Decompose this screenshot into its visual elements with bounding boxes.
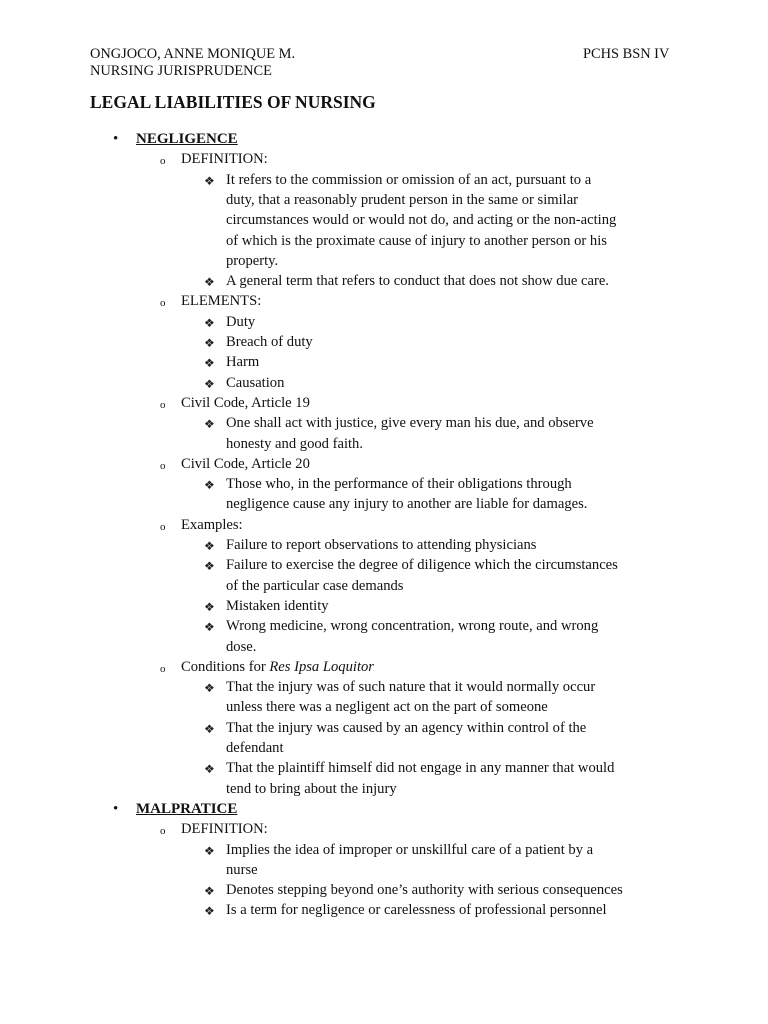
list-item-line: tend to bring about the injury xyxy=(226,780,397,797)
list-item-line: of which is the proximate cause of injury to another person or his xyxy=(226,232,607,249)
sub-bullet: o xyxy=(160,398,166,411)
list-item-line: negligence cause any injury to another are liable for damages. xyxy=(226,496,588,513)
list-item-line: Implies the idea of improper or unskillful care of a patient by a xyxy=(226,841,594,858)
section-title: NEGLIGENCE xyxy=(136,131,238,147)
course-name: NURSING JURISPRUDENCE xyxy=(90,63,272,79)
sub-label: DEFINITION: xyxy=(181,821,268,838)
list-item-line: Causation xyxy=(226,374,285,391)
list-item-line: unless there was a negligent act on the part of someone xyxy=(226,699,548,716)
diamond-bullet-icon: ❖ xyxy=(204,356,215,371)
list-item-line: Is a term for negligence or carelessness of professional personnel xyxy=(226,902,607,919)
sub-bullet: o xyxy=(160,297,166,310)
list-item-line: Failure to exercise the degree of diligence which the circumstances xyxy=(226,557,618,574)
diamond-bullet-icon: ❖ xyxy=(204,681,215,696)
diamond-bullet-icon: ❖ xyxy=(204,336,215,350)
list-item-line: That the injury was of such nature that it would normally occur xyxy=(226,679,596,696)
diamond-bullet-icon: ❖ xyxy=(204,275,215,290)
diamond-bullet-icon: ❖ xyxy=(204,884,215,899)
list-item-line: defendant xyxy=(226,740,284,756)
diamond-bullet-icon: ❖ xyxy=(204,376,215,391)
sub-bullet: o xyxy=(160,155,166,168)
sub-label: Examples: xyxy=(181,516,243,533)
diamond-bullet-icon: ❖ xyxy=(204,721,215,736)
list-item-line: It refers to the commission or omission of an act, pursuant to a xyxy=(226,171,592,188)
diamond-bullet-icon: ❖ xyxy=(204,315,215,330)
list-item-line: That the injury was caused by an agency within control of the xyxy=(226,719,587,736)
sub-bullet: o xyxy=(160,520,166,533)
list-item-line: A general term that refers to conduct that does not show due care. xyxy=(226,273,609,290)
list-item-line: Duty xyxy=(226,313,256,330)
sub-bullet: o xyxy=(160,662,166,675)
sub-label: DEFINITION: xyxy=(181,151,268,168)
author-name: ONGJOCO, ANNE MONIQUE M. xyxy=(90,46,296,62)
diamond-bullet-icon: ❖ xyxy=(204,599,215,614)
list-item-line: Denotes stepping beyond one’s authority with serious consequences xyxy=(226,882,623,899)
list-item-line: Those who, in the performance of their obligations through xyxy=(226,476,572,493)
section-title: MALPRATICE xyxy=(136,800,238,817)
diamond-bullet-icon: ❖ xyxy=(204,620,215,635)
list-item-line: One shall act with justice, give every man his due, and observe xyxy=(226,415,594,432)
list-item-line: circumstances would or would not do, and acting or the non-acting xyxy=(226,212,617,229)
list-item-line: honesty and good faith. xyxy=(226,435,363,452)
sub-label: Civil Code, Article 19 xyxy=(181,394,310,411)
sub-bullet: o xyxy=(160,825,166,838)
list-item-line: dose. xyxy=(226,638,257,655)
list-item-line: Mistaken identity xyxy=(226,597,329,614)
diamond-bullet-icon: ❖ xyxy=(204,843,215,858)
diamond-bullet-icon: ❖ xyxy=(204,417,215,432)
list-item-line: of the particular case demands xyxy=(226,577,404,594)
diamond-bullet-icon: ❖ xyxy=(204,559,215,574)
sub-label: ELEMENTS: xyxy=(181,293,262,310)
list-item-line: Breach of duty xyxy=(226,334,313,350)
section-bullet: • xyxy=(113,131,119,147)
list-item-line: Wrong medicine, wrong concentration, wrong route, and wrong xyxy=(226,618,599,635)
list-item-line: property. xyxy=(226,252,279,269)
sub-bullet: o xyxy=(160,459,166,472)
diamond-bullet-icon: ❖ xyxy=(204,762,215,777)
sub-label: Civil Code, Article 20 xyxy=(181,455,310,472)
list-item-line: Failure to report observations to attending physicians xyxy=(226,537,537,553)
sub-label-italic: Res Ipsa Loquitor xyxy=(269,658,374,675)
list-item-line: That the plaintiff himself did not engage in any manner that would xyxy=(226,760,615,777)
diamond-bullet-icon: ❖ xyxy=(204,173,215,188)
section-bullet: • xyxy=(113,800,119,817)
list-item-line: nurse xyxy=(226,861,258,878)
diamond-bullet-icon: ❖ xyxy=(204,478,215,493)
list-item-line: Harm xyxy=(226,354,260,371)
sub-label: Conditions for Res Ipsa Loquitor xyxy=(181,658,374,675)
page-title: LEGAL LIABILITIES OF NURSING xyxy=(90,92,376,112)
diamond-bullet-icon: ❖ xyxy=(204,904,215,919)
list-item-line: duty, that a reasonably prudent person in the same or similar xyxy=(226,191,579,208)
program-label: PCHS BSN IV xyxy=(583,46,670,62)
diamond-bullet-icon: ❖ xyxy=(204,539,215,553)
